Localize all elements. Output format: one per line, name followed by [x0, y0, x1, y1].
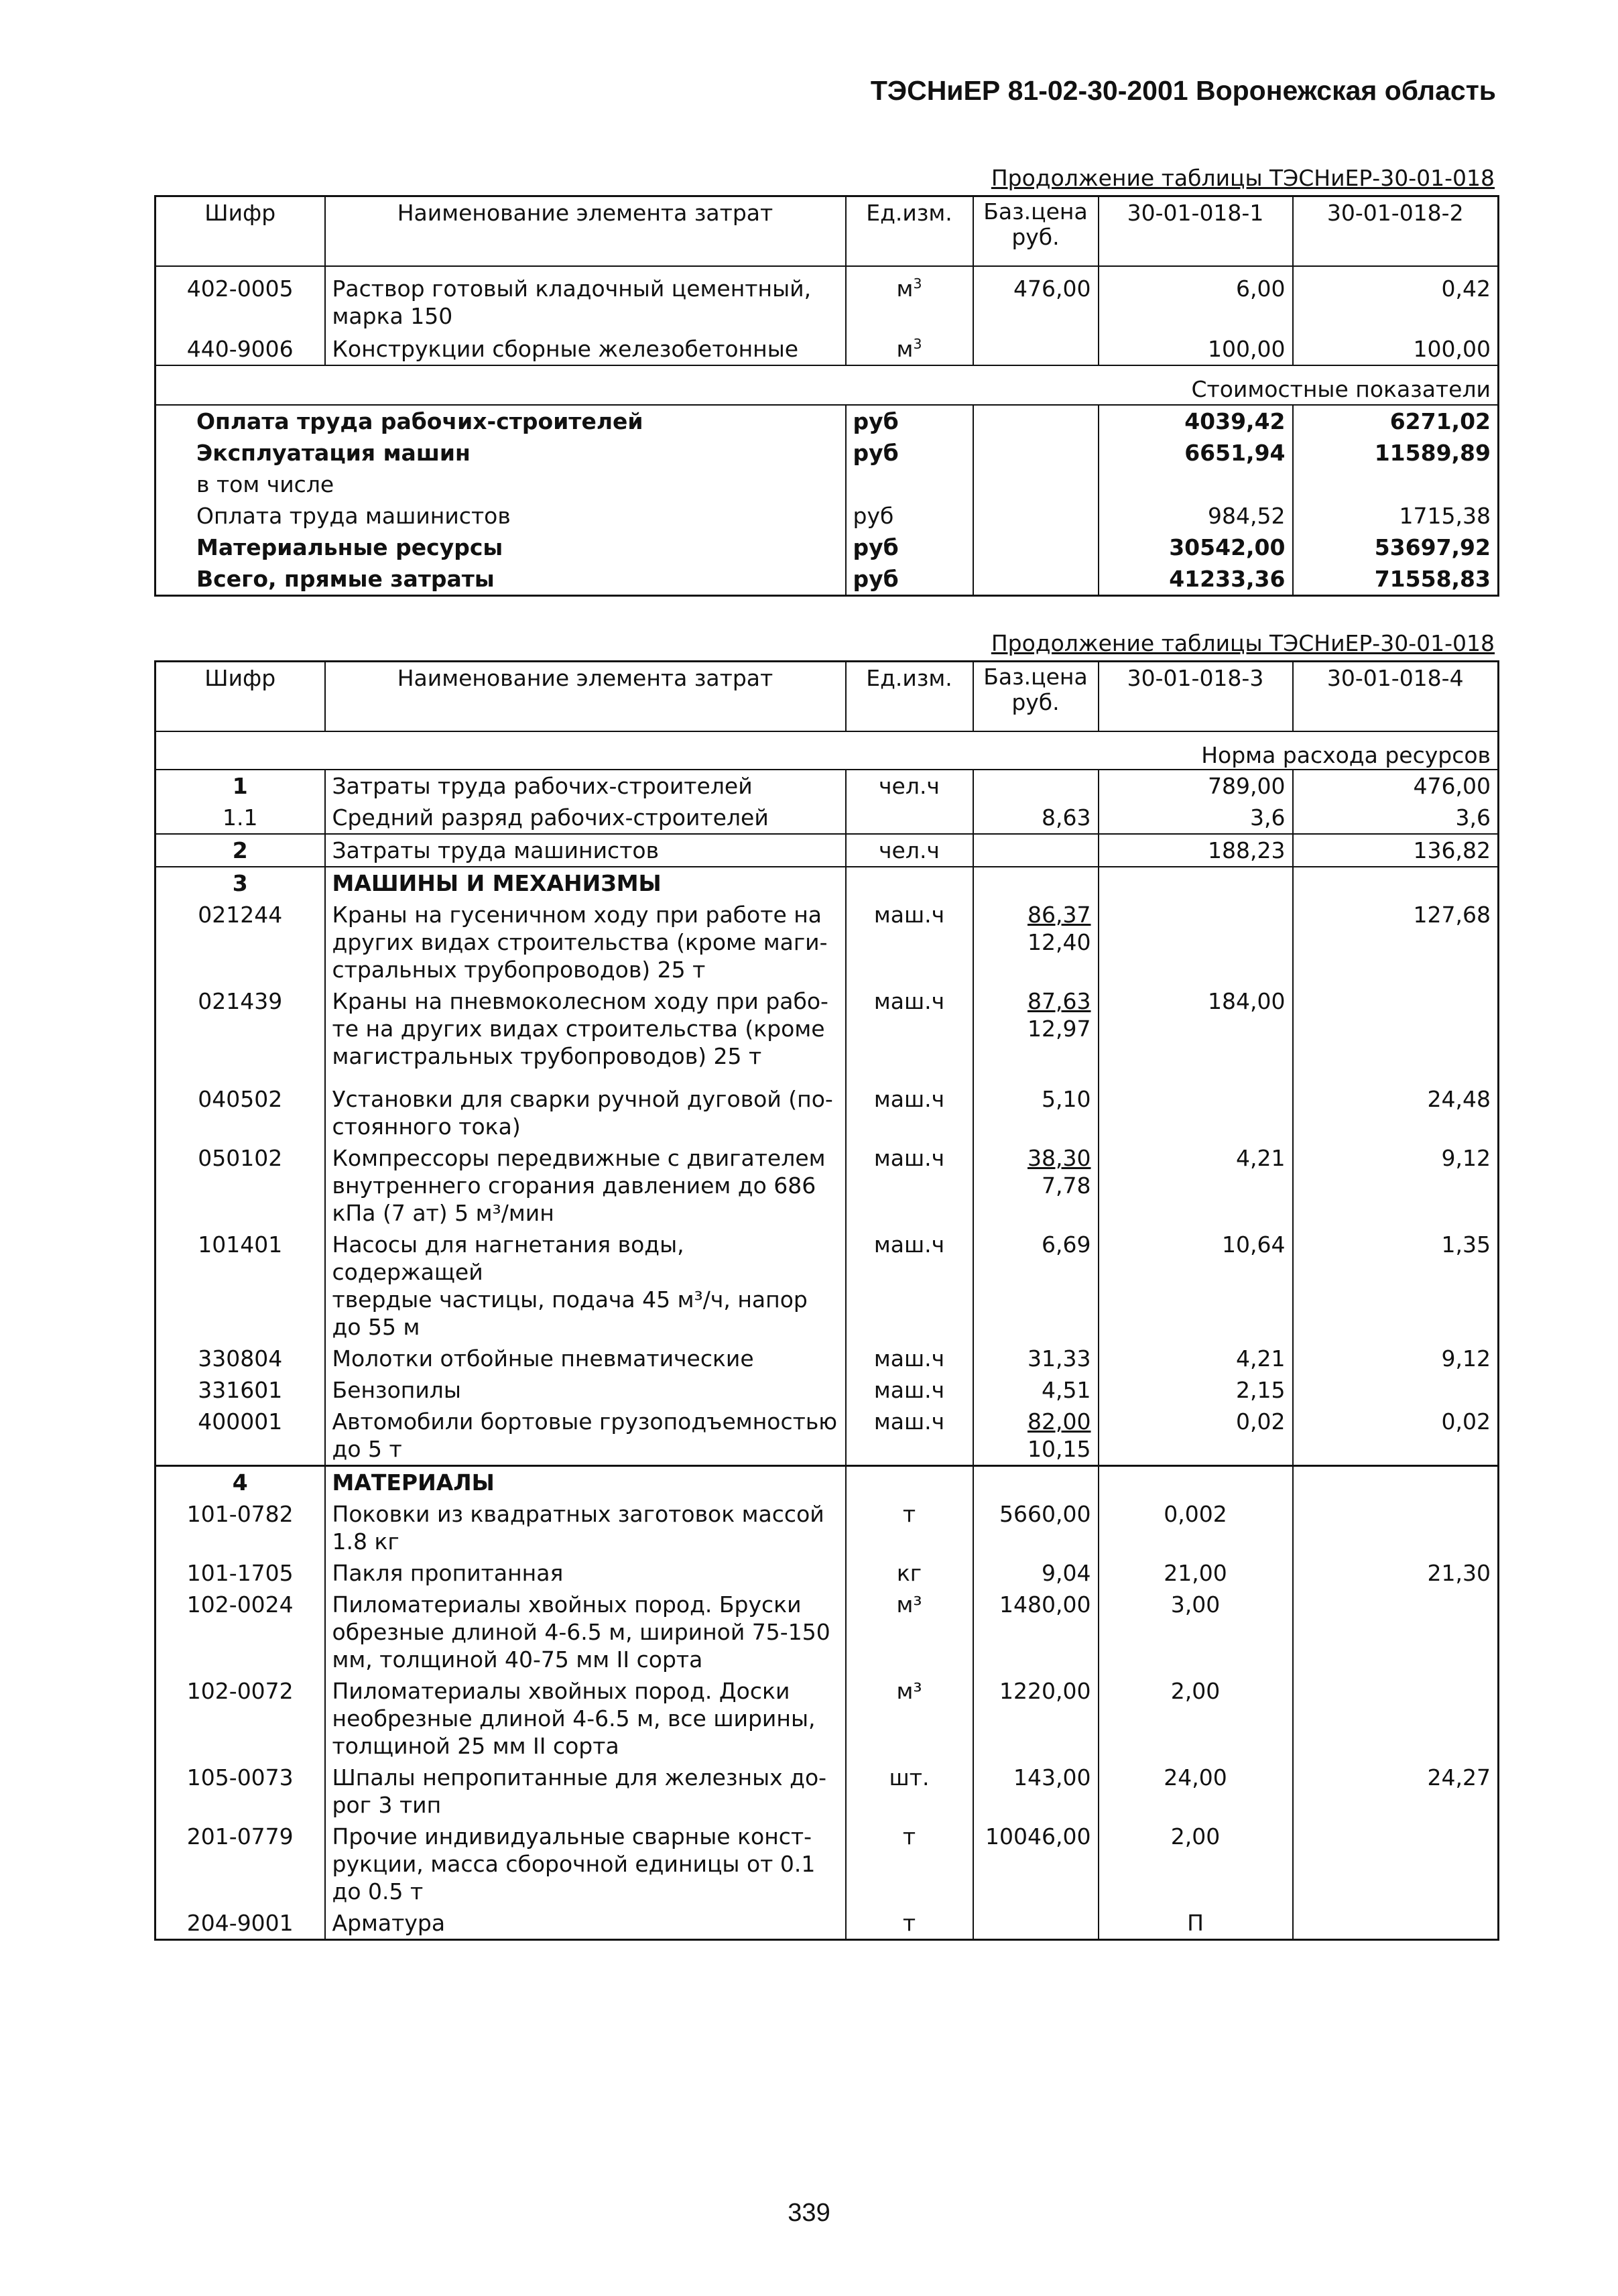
row-value-a: 2,00	[1099, 1675, 1293, 1762]
row-name-line: Арматура	[332, 1910, 446, 1936]
table-row	[155, 1821, 1499, 1907]
row-price	[973, 1406, 1099, 1466]
row-name-line: рог 3 тип	[332, 1792, 442, 1818]
row-name: Затраты труда рабочих-строителей	[325, 770, 846, 802]
unit-superscript: 3	[913, 276, 922, 292]
total-value-a: 41233,36	[1099, 563, 1293, 596]
row-name-line: твердые частицы, подача 45 м³/ч, напор	[332, 1286, 808, 1313]
row-value-b	[1293, 985, 1499, 1083]
row-name-line: стральных трубопроводов) 25 т	[332, 957, 706, 983]
price-main: 6,69	[1042, 1231, 1091, 1258]
col-header-price-line1: Баз.цена	[983, 664, 1088, 690]
table-row	[155, 1142, 1499, 1229]
row-code: 101-0782	[155, 1498, 325, 1557]
row-name	[325, 899, 846, 985]
col-header-price	[973, 196, 1099, 267]
total-value-a: 984,52	[1099, 500, 1293, 532]
empty-cell	[1099, 1466, 1293, 1499]
total-value-b	[1293, 469, 1499, 500]
row-name	[325, 1343, 846, 1374]
row-name	[325, 1907, 846, 1940]
row-code: 050102	[155, 1142, 325, 1229]
row-name	[325, 1083, 846, 1142]
col-header-a: 30-01-018-1	[1099, 196, 1293, 267]
table-row	[155, 834, 1499, 867]
row-name-line: Автомобили бортовые грузоподъемностью	[332, 1408, 838, 1435]
page-number: 339	[788, 2199, 830, 2227]
row-price: 143,00	[973, 1762, 1099, 1821]
row-unit: маш.ч	[846, 1229, 973, 1343]
row-unit: чел.ч	[846, 834, 973, 867]
total-unit	[846, 469, 973, 500]
row-price: 476,00	[973, 266, 1099, 333]
row-name-line: Краны на гусеничном ходу при работе на	[332, 902, 822, 928]
table-row	[155, 802, 1499, 834]
row-name	[325, 1589, 846, 1675]
table2-caption-text: Продолжение таблицы ТЭСНиЕР-30-01-018	[991, 630, 1495, 656]
row-name	[325, 1762, 846, 1821]
price-main: 5,10	[1042, 1086, 1091, 1112]
row-value-b: 24,48	[1293, 1083, 1499, 1142]
table1-header-row	[155, 196, 1499, 267]
row-code: 102-0072	[155, 1675, 325, 1762]
row-value-a	[1099, 899, 1293, 985]
total-name: Всего, прямые затраты	[155, 563, 846, 596]
table2-header-row	[155, 662, 1499, 732]
col-header-code: Шифр	[155, 662, 325, 732]
table-row	[155, 1557, 1499, 1589]
row-value-a: 4,21	[1099, 1343, 1293, 1374]
row-unit: м³	[846, 1589, 973, 1675]
col-header-price-line2: руб.	[1011, 224, 1060, 250]
row-name	[325, 1675, 846, 1762]
row-value-b: 21,30	[1293, 1557, 1499, 1589]
row-price: 8,63	[973, 802, 1099, 834]
price-operator: 7,78	[1042, 1172, 1091, 1199]
total-name: Материальные ресурсы	[155, 532, 846, 563]
row-value-b: 100,00	[1293, 333, 1499, 365]
table-row	[155, 1406, 1499, 1466]
row-value-b	[1293, 1821, 1499, 1907]
row-unit: кг	[846, 1557, 973, 1589]
row-name-line: магистральных трубопроводов) 25 т	[332, 1043, 762, 1069]
empty-cell	[1293, 1466, 1499, 1499]
row-name-line: Шпалы непропитанные для железных до-	[332, 1764, 827, 1791]
section-title: Стоимостные показатели	[155, 365, 1499, 405]
col-header-b: 30-01-018-2	[1293, 196, 1499, 267]
total-name: Оплата труда машинистов	[155, 500, 846, 532]
row-value-b	[1293, 1675, 1499, 1762]
col-header-unit: Ед.изм.	[846, 196, 973, 267]
price-main: 87,63	[1028, 988, 1091, 1014]
row-name	[325, 1406, 846, 1466]
row-unit: маш.ч	[846, 899, 973, 985]
total-row	[155, 405, 1499, 437]
row-price: 5660,00	[973, 1498, 1099, 1557]
section-row	[155, 365, 1499, 405]
table-row	[155, 985, 1499, 1083]
row-value-a	[1099, 1083, 1293, 1142]
table-row	[155, 1907, 1499, 1940]
row-price	[973, 770, 1099, 802]
col-header-b: 30-01-018-4	[1293, 662, 1499, 732]
total-value-b: 53697,92	[1293, 532, 1499, 563]
row-price: 10046,00	[973, 1821, 1099, 1907]
row-name-line: стоянного тока)	[332, 1113, 521, 1140]
row-value-a: 24,00	[1099, 1762, 1293, 1821]
price-operator: 10,15	[1028, 1436, 1091, 1462]
row-price: 9,04	[973, 1557, 1099, 1589]
row-value-b	[1293, 1498, 1499, 1557]
row-name	[325, 1374, 846, 1406]
row-price: 1480,00	[973, 1589, 1099, 1675]
row-unit: маш.ч	[846, 1083, 973, 1142]
row-code: 204-9001	[155, 1907, 325, 1940]
row-code: 102-0024	[155, 1589, 325, 1675]
row-price	[973, 333, 1099, 365]
row-name-line: до 5 т	[332, 1436, 402, 1462]
row-price	[973, 1343, 1099, 1374]
row-code: 101401	[155, 1229, 325, 1343]
row-value-a: 789,00	[1099, 770, 1293, 802]
row-value-a: 3,00	[1099, 1589, 1293, 1675]
row-name-line: Пакля пропитанная	[332, 1560, 564, 1586]
row-price	[973, 1083, 1099, 1142]
total-price	[973, 469, 1099, 500]
row-name-line: те на других видах строительства (кроме	[332, 1016, 825, 1042]
row-name: Средний разряд рабочих-строителей	[325, 802, 846, 834]
price-main: 31,33	[1028, 1345, 1091, 1372]
price-main: 4,51	[1042, 1377, 1091, 1403]
table-row	[155, 1229, 1499, 1343]
row-name: Конструкции сборные железобетонные	[325, 333, 846, 365]
row-name	[325, 1229, 846, 1343]
row-unit	[846, 802, 973, 834]
unit-superscript: 3	[913, 336, 922, 352]
table-row	[155, 1343, 1499, 1374]
row-value-a: 184,00	[1099, 985, 1293, 1083]
row-value-a: 100,00	[1099, 333, 1293, 365]
total-value-b: 1715,38	[1293, 500, 1499, 532]
total-row	[155, 469, 1499, 500]
col-header-a: 30-01-018-3	[1099, 662, 1293, 732]
row-price	[973, 985, 1099, 1083]
row-value-a: 0,02	[1099, 1406, 1293, 1466]
total-unit: руб	[846, 405, 973, 437]
row-name-line: необрезные длиной 4-6.5 м, все ширины,	[332, 1705, 816, 1732]
row-unit: маш.ч	[846, 1142, 973, 1229]
row-value-b: 1,35	[1293, 1229, 1499, 1343]
total-name: Оплата труда рабочих-строителей	[155, 405, 846, 437]
section-heading: МАШИНЫ И МЕХАНИЗМЫ	[325, 867, 846, 899]
col-header-name: Наименование элемента затрат	[325, 662, 846, 732]
section-title: Норма расхода ресурсов	[155, 731, 1499, 770]
empty-cell	[1099, 867, 1293, 899]
table-row	[155, 1675, 1499, 1762]
row-name-line: до 55 м	[332, 1314, 420, 1340]
price-operator: 12,40	[1028, 929, 1091, 955]
row-unit: т	[846, 1821, 973, 1907]
row-code: 402-0005	[155, 266, 325, 333]
row-value-b	[1293, 1374, 1499, 1406]
row-unit	[846, 333, 973, 365]
row-unit: т	[846, 1498, 973, 1557]
row-value-b: 136,82	[1293, 834, 1499, 867]
total-name: в том числе	[155, 469, 846, 500]
row-name-line: толщиной 25 мм II сорта	[332, 1733, 619, 1759]
price-operator: 12,97	[1028, 1016, 1091, 1042]
row-value-b: 9,12	[1293, 1343, 1499, 1374]
row-name: Затраты труда машинистов	[325, 834, 846, 867]
row-name-line: рукции, масса сборочной единицы от 0.1	[332, 1851, 816, 1877]
row-name-line: мм, толщиной 40-75 мм II сорта	[332, 1646, 703, 1673]
row-value-a: 0,002	[1099, 1498, 1293, 1557]
table1-caption	[154, 165, 1495, 191]
section-code: 4	[155, 1466, 325, 1499]
row-value-a: 6,00	[1099, 266, 1293, 333]
row-price	[973, 1142, 1099, 1229]
total-value-b: 6271,02	[1293, 405, 1499, 437]
row-name	[325, 1142, 846, 1229]
row-value-b: 0,42	[1293, 266, 1499, 333]
row-name-line: Насосы для нагнетания воды, содержащей	[332, 1231, 684, 1285]
row-value-a: П	[1099, 1907, 1293, 1940]
table-row	[155, 266, 1499, 333]
row-unit: шт.	[846, 1762, 973, 1821]
row-value-b: 476,00	[1293, 770, 1499, 802]
page-header: ТЭСНиЕР 81-02-30-2001 Воронежская область	[870, 75, 1496, 106]
total-value-a	[1099, 469, 1293, 500]
row-unit: маш.ч	[846, 985, 973, 1083]
table-row	[155, 899, 1499, 985]
row-code: 400001	[155, 1406, 325, 1466]
col-header-name: Наименование элемента затрат	[325, 196, 846, 267]
row-price	[973, 1374, 1099, 1406]
table-row	[155, 1762, 1499, 1821]
total-price	[973, 437, 1099, 469]
row-code: 201-0779	[155, 1821, 325, 1907]
row-code: 021439	[155, 985, 325, 1083]
total-unit: руб	[846, 500, 973, 532]
total-value-a: 4039,42	[1099, 405, 1293, 437]
col-header-price-line2: руб.	[1011, 689, 1060, 715]
total-price	[973, 563, 1099, 596]
unit-text: м	[896, 276, 914, 302]
table-row	[155, 333, 1499, 365]
row-name-line: Пиломатериалы хвойных пород. Доски	[332, 1678, 790, 1704]
row-name-line: Раствор готовый кладочный цементный,	[332, 276, 812, 302]
price-main: 86,37	[1028, 902, 1091, 928]
total-value-a: 30542,00	[1099, 532, 1293, 563]
row-code: 101-1705	[155, 1557, 325, 1589]
row-name-line: внутреннего сгорания давлением до 686	[332, 1172, 816, 1199]
empty-cell	[846, 1466, 973, 1499]
row-unit: маш.ч	[846, 1374, 973, 1406]
row-code: 040502	[155, 1083, 325, 1142]
total-value-b: 71558,83	[1293, 563, 1499, 596]
row-code: 1.1	[155, 802, 325, 834]
row-value-a: 3,6	[1099, 802, 1293, 834]
row-unit: маш.ч	[846, 1406, 973, 1466]
row-unit: т	[846, 1907, 973, 1940]
row-code: 1	[155, 770, 325, 802]
row-code: 2	[155, 834, 325, 867]
row-name-line: Установки для сварки ручной дуговой (по-	[332, 1086, 833, 1112]
total-row	[155, 437, 1499, 469]
row-name-line: Пиломатериалы хвойных пород. Бруски	[332, 1591, 802, 1618]
row-value-a: 188,23	[1099, 834, 1293, 867]
row-unit: м³	[846, 1675, 973, 1762]
table1	[154, 195, 1499, 597]
section-heading: МАТЕРИАЛЫ	[325, 1466, 846, 1499]
empty-cell	[1293, 867, 1499, 899]
row-name-line: Поковки из квадратных заготовок массой	[332, 1501, 824, 1527]
row-value-a: 4,21	[1099, 1142, 1293, 1229]
total-row	[155, 532, 1499, 563]
row-name-line: Бензопилы	[332, 1377, 461, 1403]
row-value-b: 127,68	[1293, 899, 1499, 985]
row-price: 1220,00	[973, 1675, 1099, 1762]
row-name-line: обрезные длиной 4-6.5 м, шириной 75-150	[332, 1619, 830, 1645]
row-value-b: 3,6	[1293, 802, 1499, 834]
total-unit: руб	[846, 437, 973, 469]
total-value-a: 6651,94	[1099, 437, 1293, 469]
row-name-line: 1.8 кг	[332, 1528, 399, 1555]
row-name	[325, 1498, 846, 1557]
col-header-unit: Ед.изм.	[846, 662, 973, 732]
row-name	[325, 1557, 846, 1589]
row-name	[325, 1821, 846, 1907]
row-value-b: 0,02	[1293, 1406, 1499, 1466]
row-name	[325, 985, 846, 1083]
col-header-price-line1: Баз.цена	[983, 198, 1088, 225]
table-row	[155, 1083, 1499, 1142]
row-name	[325, 266, 846, 333]
row-code: 021244	[155, 899, 325, 985]
row-price	[973, 899, 1099, 985]
col-header-price	[973, 662, 1099, 732]
total-price	[973, 405, 1099, 437]
section-code: 3	[155, 867, 325, 899]
table2-caption	[154, 630, 1495, 656]
row-value-a: 2,15	[1099, 1374, 1293, 1406]
total-row	[155, 500, 1499, 532]
row-value-b	[1293, 1589, 1499, 1675]
table-row	[155, 867, 1499, 899]
row-code: 331601	[155, 1374, 325, 1406]
row-name-line: Молотки отбойные пневматические	[332, 1345, 754, 1372]
row-code: 440-9006	[155, 333, 325, 365]
unit-text: м	[896, 336, 914, 362]
row-name-line: кПа (7 ат) 5 м³/мин	[332, 1200, 554, 1226]
total-unit: руб	[846, 532, 973, 563]
row-code: 105-0073	[155, 1762, 325, 1821]
row-price	[973, 834, 1099, 867]
row-name-line: марка 150	[332, 303, 453, 329]
row-value-a: 2,00	[1099, 1821, 1293, 1907]
row-name-line: других видах строительства (кроме маги-	[332, 929, 828, 955]
row-unit: чел.ч	[846, 770, 973, 802]
row-unit	[846, 266, 973, 333]
total-price	[973, 532, 1099, 563]
total-name: Эксплуатация машин	[155, 437, 846, 469]
col-header-code: Шифр	[155, 196, 325, 267]
table1-caption-text: Продолжение таблицы ТЭСНиЕР-30-01-018	[991, 165, 1495, 191]
row-value-a: 21,00	[1099, 1557, 1293, 1589]
table-row	[155, 1498, 1499, 1557]
empty-cell	[846, 867, 973, 899]
row-name-line: до 0.5 т	[332, 1878, 424, 1905]
row-price	[973, 1907, 1099, 1940]
empty-cell	[973, 1466, 1099, 1499]
row-value-b: 9,12	[1293, 1142, 1499, 1229]
row-price	[973, 1229, 1099, 1343]
row-value-b	[1293, 1907, 1499, 1940]
row-name-line: Прочие индивидуальные сварные конст-	[332, 1823, 812, 1850]
total-unit: руб	[846, 563, 973, 596]
total-price	[973, 500, 1099, 532]
row-value-b: 24,27	[1293, 1762, 1499, 1821]
row-value-a: 10,64	[1099, 1229, 1293, 1343]
table-row	[155, 1374, 1499, 1406]
table-row	[155, 770, 1499, 802]
row-name-line: Компрессоры передвижные с двигателем	[332, 1145, 826, 1171]
price-main: 82,00	[1028, 1408, 1091, 1435]
section-row	[155, 731, 1499, 770]
table-row	[155, 1589, 1499, 1675]
row-unit: маш.ч	[846, 1343, 973, 1374]
row-name-line: Краны на пневмоколесном ходу при рабо-	[332, 988, 828, 1014]
row-code: 330804	[155, 1343, 325, 1374]
table2	[154, 660, 1499, 1941]
empty-cell	[973, 867, 1099, 899]
total-row	[155, 563, 1499, 596]
price-main: 38,30	[1028, 1145, 1091, 1171]
total-value-b: 11589,89	[1293, 437, 1499, 469]
table-row	[155, 1466, 1499, 1499]
